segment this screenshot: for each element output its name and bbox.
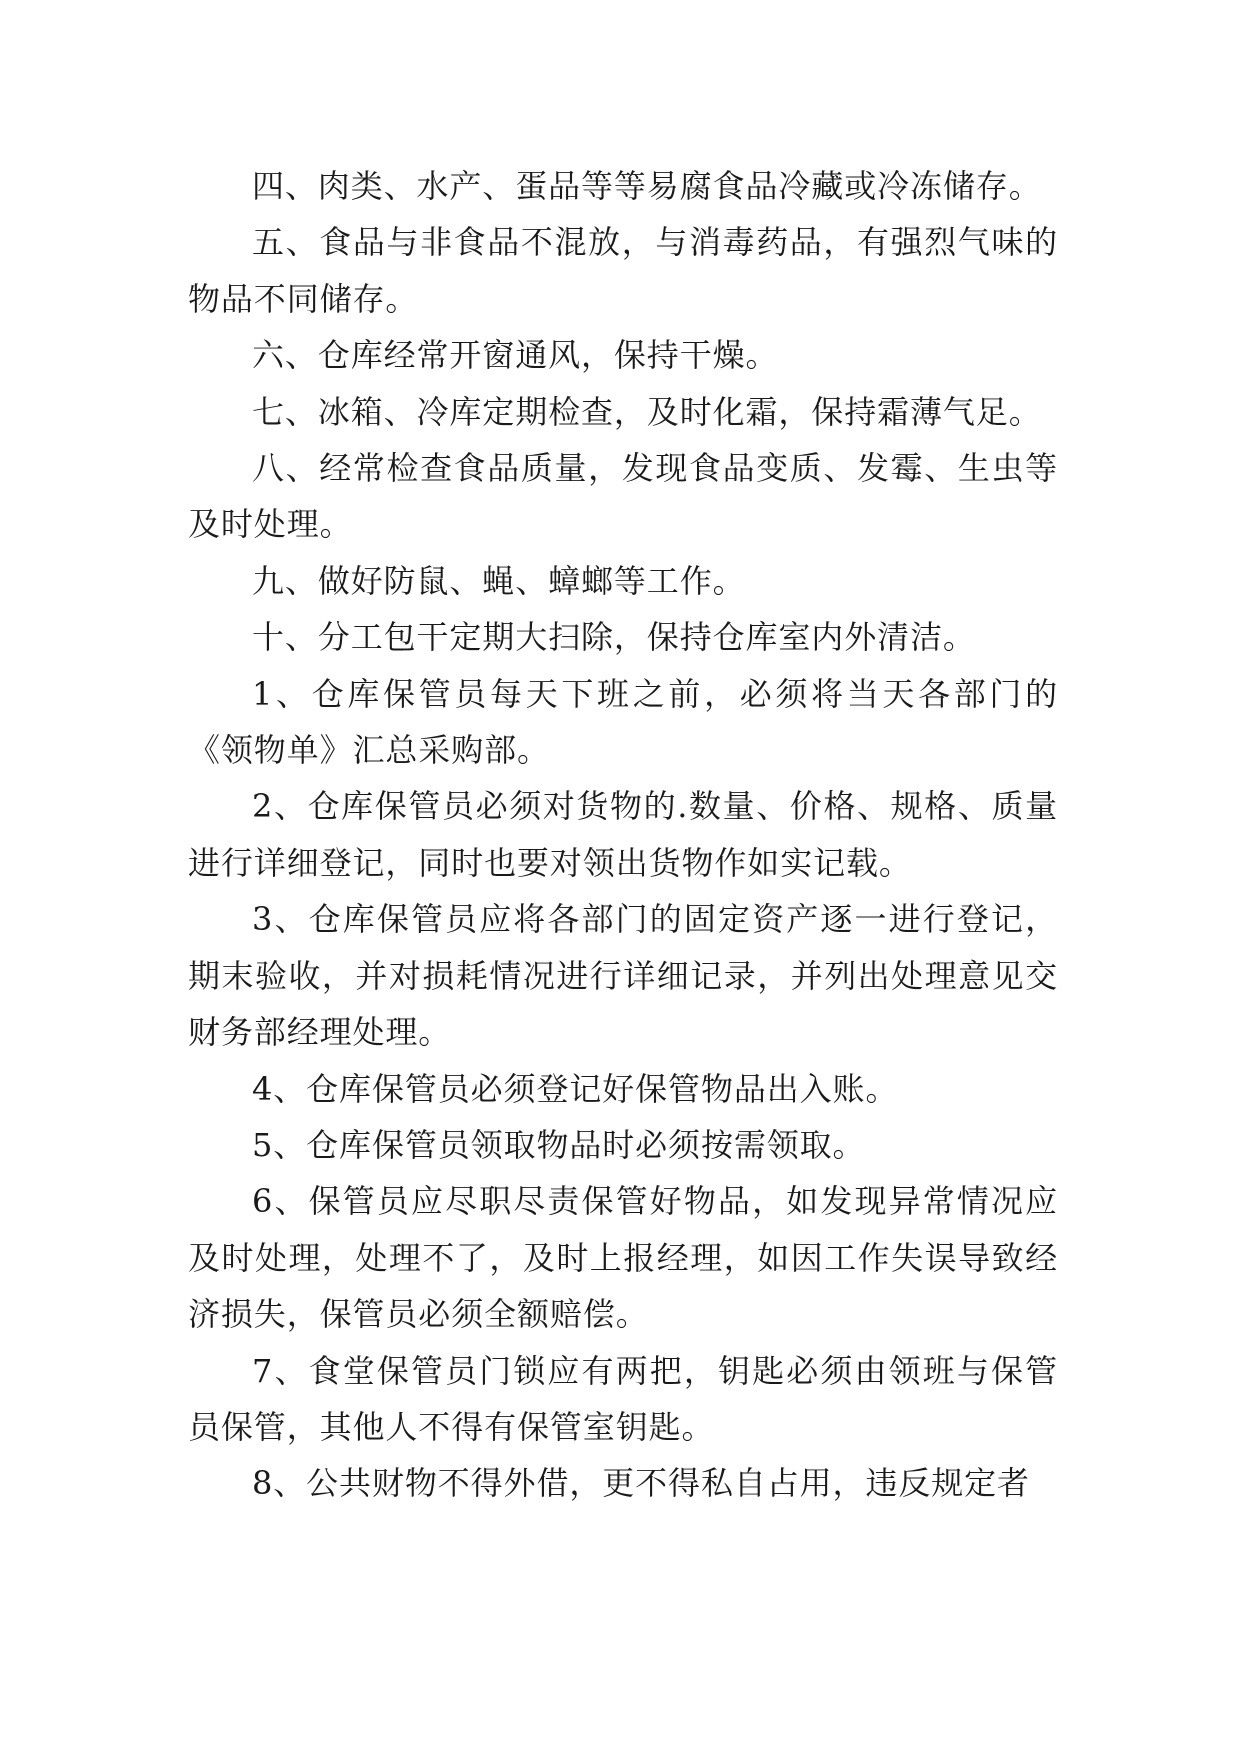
paragraph-7: 七、冰箱、冷库定期检查，及时化霜，保持霜薄气足。 <box>252 392 1042 431</box>
rule-item-1: 1、仓库保管员每天下班之前，必须将当天各部门的《领物单》汇总采购部。 <box>188 674 1058 770</box>
rule-item-5: 5、仓库保管员领取物品时必须按需领取。 <box>252 1125 866 1164</box>
paragraph-10: 十、分工包干定期大扫除，保持仓库室内外清洁。 <box>252 618 976 657</box>
document-body <box>188 158 1058 1512</box>
paragraph-9: 九、做好防鼠、蝇、蟑螂等工作。 <box>252 561 746 600</box>
rule-item-2: 2、仓库保管员必须对货物的.数量、价格、规格、质量进行详细登记，同时也要对领出货物作如实记载。 <box>188 787 1058 882</box>
rule-item-8: 8、公共财物不得外借，更不得私自占用，违反规定者 <box>252 1464 1030 1503</box>
paragraph-5: 五、食品与非食品不混放，与消毒药品，有强烈气味的物品不同储存。 <box>188 223 1058 318</box>
rule-item-4: 4、仓库保管员必须登记好保管物品出入账。 <box>252 1069 899 1108</box>
paragraph-8: 八、经常检查食品质量，发现食品变质、发霉、生虫等及时处理。 <box>188 449 1058 544</box>
paragraph-4: 四、肉类、水产、蛋品等等易腐食品冷藏或冷冻储存。 <box>252 167 1042 205</box>
rule-item-7: 7、食堂保管员门锁应有两把，钥匙必须由领班与保管员保管，其他人不得有保管室钥匙。 <box>188 1351 1058 1446</box>
rule-item-6: 6、保管员应尽职尽责保管好物品，如发现异常情况应及时处理，处理不了，及时上报经理，如因工作失误导致经济损失，保管员必须全额赔偿。 <box>188 1182 1058 1334</box>
paragraph-6: 六、仓库经常开窗通风，保持干燥。 <box>252 336 779 375</box>
rule-item-3: 3、仓库保管员应将各部门的固定资产逐一进行登记，期末验收，并对损耗情况进行详细记录，并列出处理意见交财务部经理处理。 <box>188 900 1058 1052</box>
